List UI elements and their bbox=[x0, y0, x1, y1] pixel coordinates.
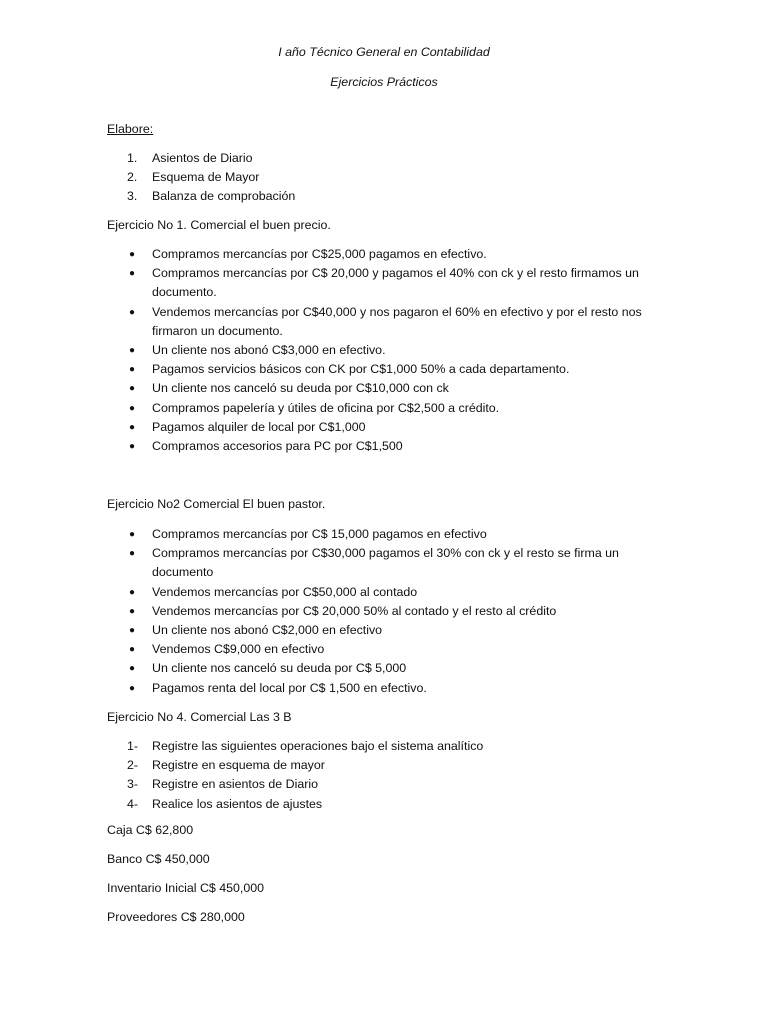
list-item-text: Vendemos mercancías por C$50,000 al contado bbox=[152, 584, 418, 599]
bullet-icon: ● bbox=[129, 344, 136, 356]
list-item-text: Esquema de Mayor bbox=[152, 170, 260, 185]
list-item-text: Un cliente nos canceló su deuda por C$10,000 con ck bbox=[152, 381, 449, 396]
list-item-text: Vendemos C$9,000 en efectivo bbox=[152, 642, 325, 657]
ejercicio-2-heading: Ejercicio No2 Comercial El buen pastor. bbox=[107, 497, 326, 511]
list-item-text: Compramos mercancías por C$25,000 pagamos en efectivo. bbox=[152, 247, 487, 261]
balance-banco: Banco C$ 450,000 bbox=[107, 852, 210, 866]
bullet-icon: ● bbox=[129, 548, 136, 560]
list-item-text: Vendemos mercancías por C$40,000 y nos pagaron el 60% en efectivo y por el resto nos firmaron un documento. bbox=[152, 304, 642, 338]
bullet-icon: ● bbox=[129, 644, 136, 656]
list-item-text: Compramos papelería y útiles de oficina por C$2,500 a crédito. bbox=[152, 400, 500, 415]
list-number: 4- bbox=[127, 796, 139, 811]
list-number: 2. bbox=[127, 170, 138, 185]
ejercicio-1-heading: Ejercicio No 1. Comercial el buen precio. bbox=[107, 218, 331, 232]
list-item-text: Pagamos alquiler de local por C$1,000 bbox=[152, 419, 366, 434]
bullet-icon: ● bbox=[129, 624, 136, 636]
list-number: 3. bbox=[127, 189, 138, 204]
list-item-text: Realice los asientos de ajustes bbox=[152, 796, 323, 811]
list-item-text: Registre las siguientes operaciones bajo el sistema analítico bbox=[152, 739, 484, 753]
bullet-icon: ● bbox=[129, 364, 136, 376]
list-item-text: Compramos accesorios para PC por C$1,500 bbox=[152, 438, 403, 453]
list-item-text: Pagamos renta del local por C$ 1,500 en efectivo. bbox=[152, 680, 427, 695]
balance-caja: Caja C$ 62,800 bbox=[107, 823, 194, 837]
bullet-icon: ● bbox=[129, 440, 136, 452]
list-item-text: Registre en esquema de mayor bbox=[152, 758, 325, 773]
list-item-text: Compramos mercancías por C$30,000 pagamos el 30% con ck y el resto se firma un documento bbox=[152, 546, 619, 580]
list-item-text: Un cliente nos abonó C$3,000 en efectivo. bbox=[152, 342, 386, 357]
list-item-text: Pagamos servicios básicos con CK por C$1,000 50% a cada departamento. bbox=[152, 362, 570, 377]
ejercicio-4-heading: Ejercicio No 4. Comercial Las 3 B bbox=[107, 710, 292, 724]
bullet-icon: ● bbox=[129, 306, 136, 318]
bullet-icon: ● bbox=[129, 421, 136, 433]
document-subtitle: Ejercicios Prácticos bbox=[330, 75, 438, 89]
list-item-text: Compramos mercancías por C$ 20,000 y pagamos el 40% con ck y el resto firmamos un documento. bbox=[152, 266, 639, 300]
list-item-text: Vendemos mercancías por C$ 20,000 50% al contado y el resto al crédito bbox=[152, 603, 557, 618]
list-number: 2- bbox=[127, 758, 139, 773]
list-number: 1- bbox=[127, 739, 139, 753]
bullet-icon: ● bbox=[129, 268, 136, 280]
bullet-icon: ● bbox=[129, 529, 136, 540]
balance-proveedores: Proveedores C$ 280,000 bbox=[107, 910, 245, 924]
list-item-text: Asientos de Diario bbox=[152, 151, 253, 165]
list-number: 3- bbox=[127, 777, 139, 792]
bullet-icon: ● bbox=[129, 249, 136, 260]
elabore-heading: Elabore: bbox=[107, 122, 154, 136]
balance-inventario-inicial: Inventario Inicial C$ 450,000 bbox=[107, 881, 265, 895]
list-item-text: Un cliente nos abonó C$2,000 en efectivo bbox=[152, 622, 383, 637]
bullet-icon: ● bbox=[129, 402, 136, 414]
bullet-icon: ● bbox=[129, 383, 136, 395]
document-title: I año Técnico General en Contabilidad bbox=[278, 45, 490, 59]
bullet-icon: ● bbox=[129, 605, 136, 617]
list-item-text: Balanza de comprobación bbox=[152, 189, 296, 204]
list-item-text: Un cliente nos canceló su deuda por C$ 5,000 bbox=[152, 661, 407, 676]
bullet-icon: ● bbox=[129, 586, 136, 598]
list-item-text: Compramos mercancías por C$ 15,000 pagamos en efectivo bbox=[152, 527, 487, 541]
list-item-text: Registre en asientos de Diario bbox=[152, 777, 318, 792]
bullet-icon: ● bbox=[129, 663, 136, 675]
list-number: 1. bbox=[127, 151, 138, 165]
bullet-icon: ● bbox=[129, 682, 136, 694]
